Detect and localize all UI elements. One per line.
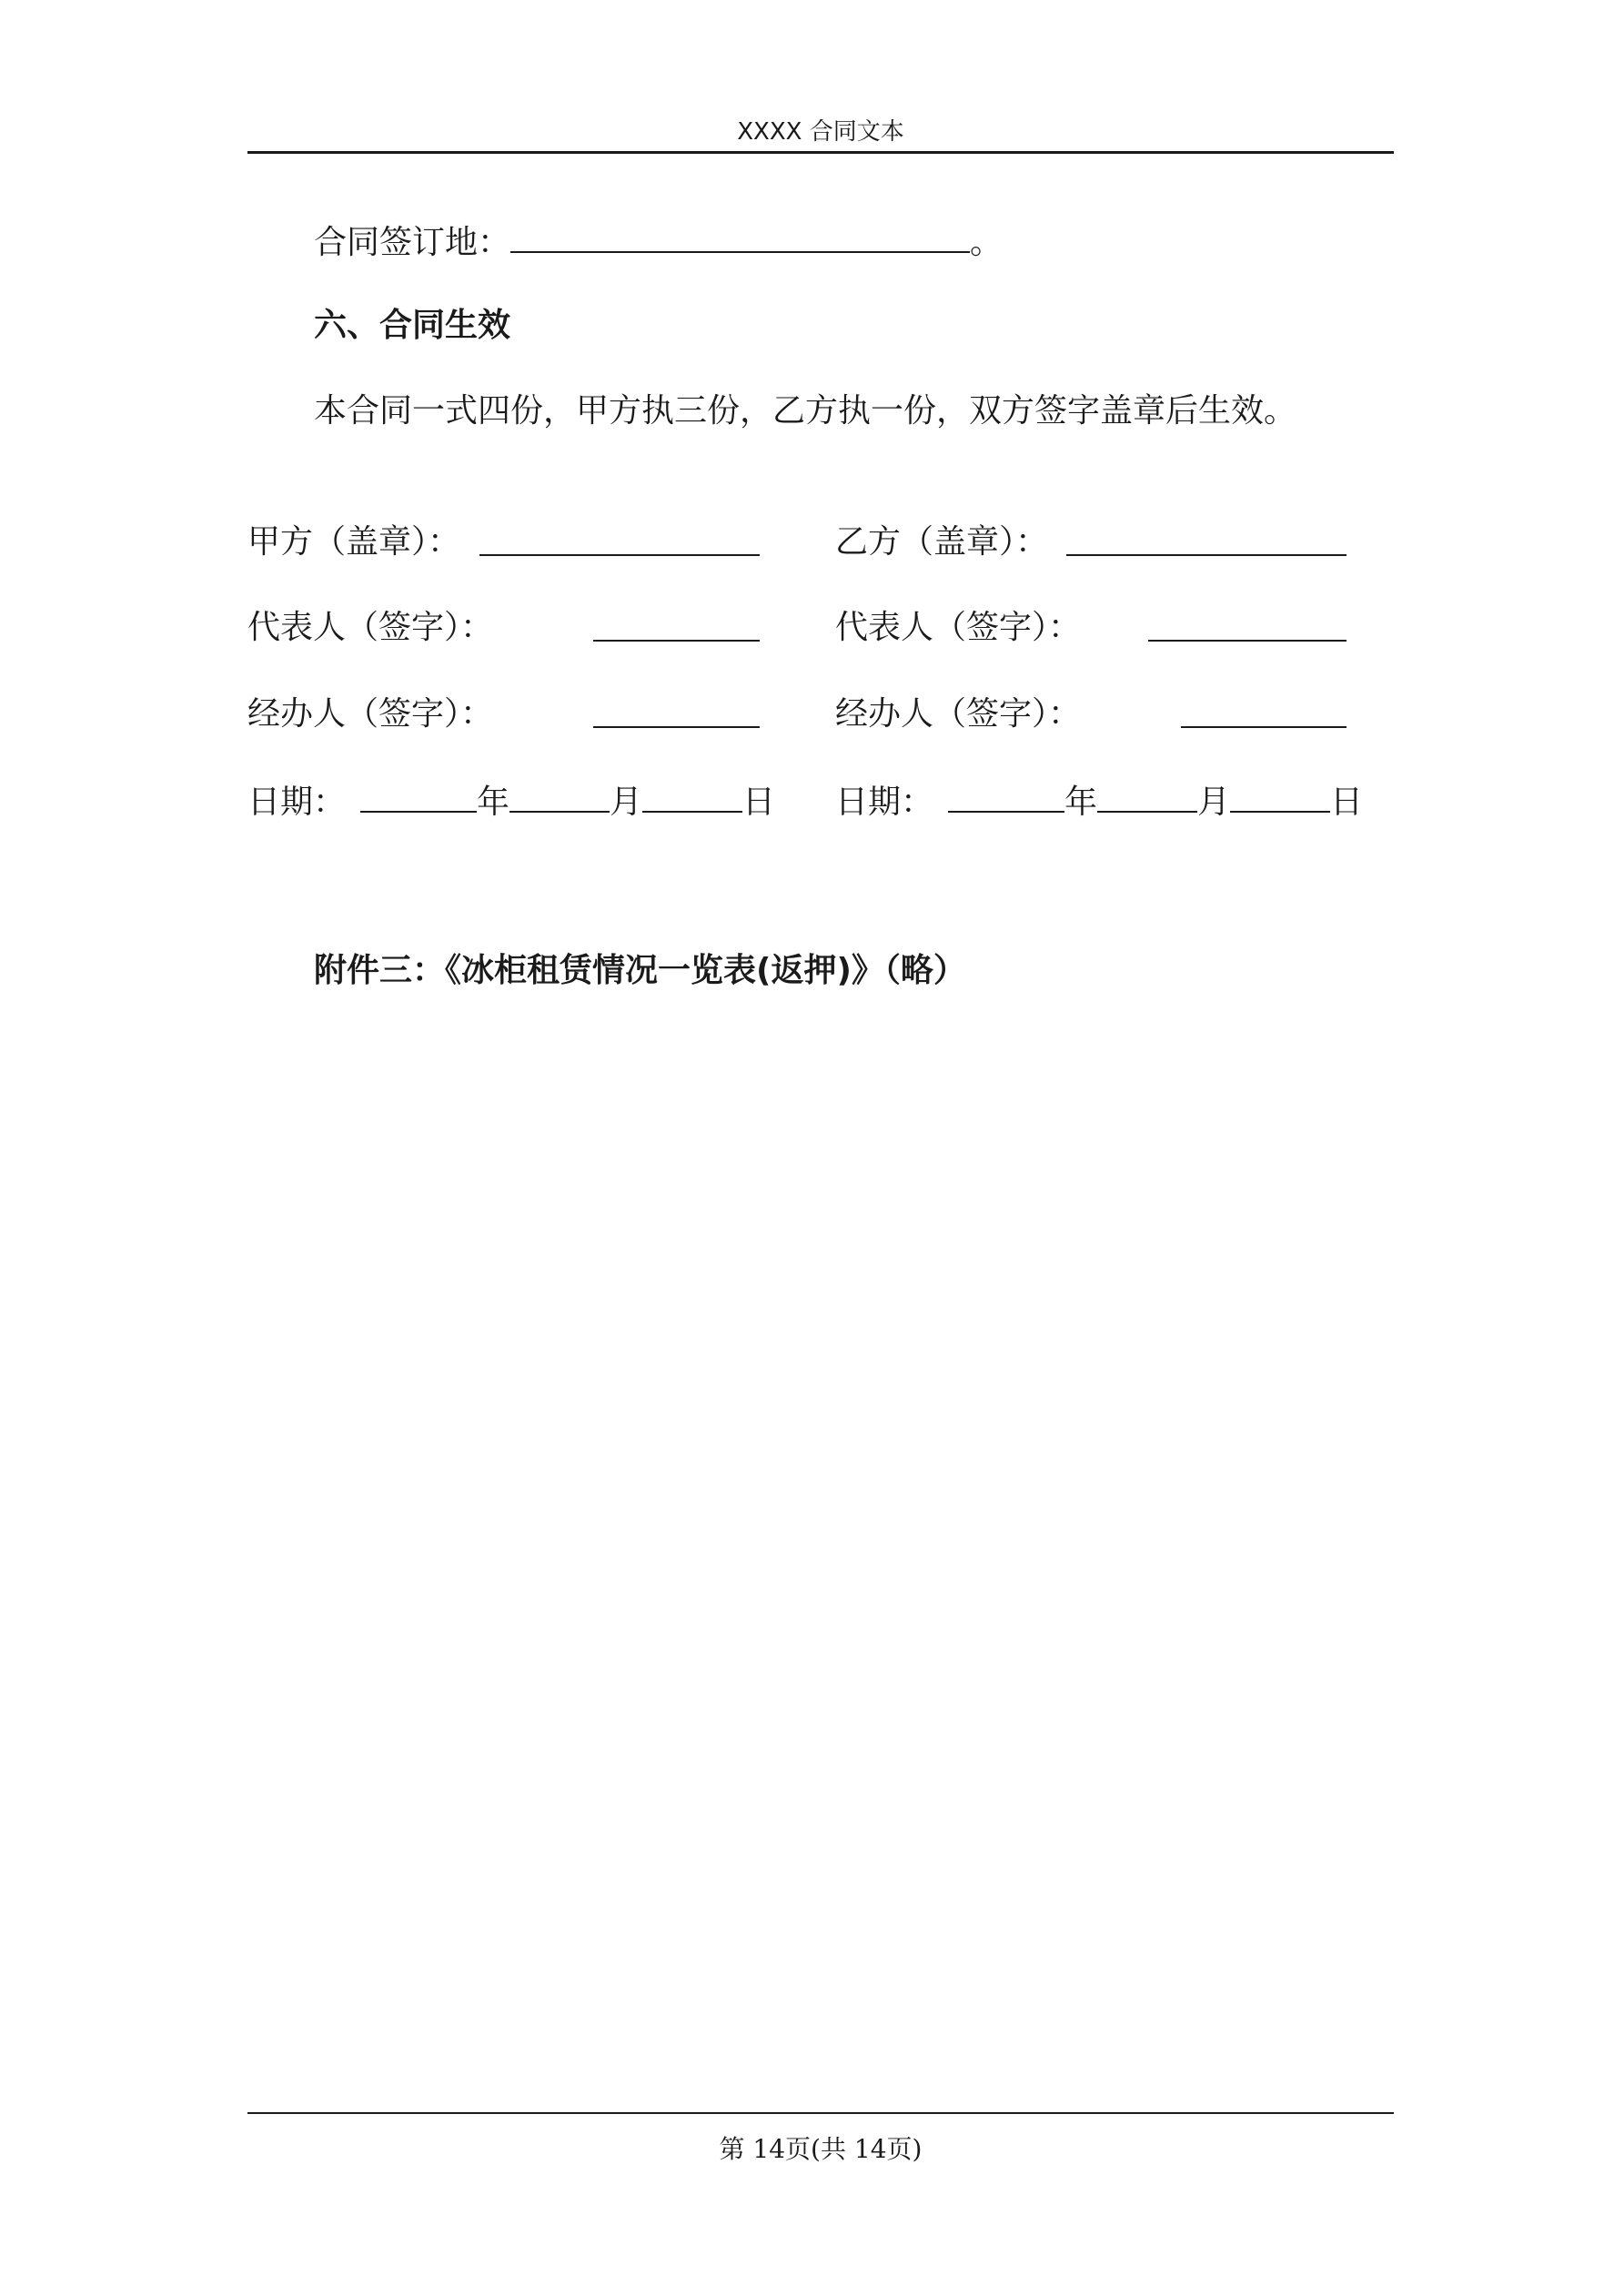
party-b-year-label: 年 [1064, 784, 1098, 821]
party-a-agent-line [593, 726, 760, 728]
page-number: 第 14页(共 14页) [719, 2134, 923, 2164]
party-b-day-label: 日 [1330, 784, 1364, 821]
party-b-seal-label: 乙方（盖章）： [835, 523, 1049, 561]
party-b-date-label: 日期： [835, 784, 934, 821]
party-a-year-label: 年 [477, 784, 510, 821]
party-a-rep-line [593, 640, 760, 642]
footer-divider [247, 2112, 1394, 2114]
party-a-month-label: 月 [610, 784, 643, 821]
party-a-date-row [247, 778, 775, 824]
party-b-rep-line [1148, 640, 1347, 642]
section-6-heading: 六、合同生效 [314, 307, 511, 344]
party-a-seal-line [479, 554, 760, 556]
header-divider [247, 151, 1394, 154]
party-a-agent-label: 经办人（签字）： [247, 695, 494, 733]
attachment-title: 附件三：《冰柜租赁情况一览表(返押)》（略） [314, 952, 966, 989]
party-a-rep-label: 代表人（签字）： [247, 609, 494, 646]
party-a-day-blank [642, 778, 742, 813]
party-a-day-label: 日 [742, 784, 776, 821]
party-b-day-blank [1230, 778, 1330, 813]
party-b-agent-line [1181, 726, 1347, 728]
party-b-year-blank [948, 778, 1064, 813]
party-b-month-label: 月 [1197, 784, 1231, 821]
party-b-agent-label: 经办人（签字）： [835, 695, 1082, 733]
signing-place-label: 合同签订地： [314, 224, 511, 261]
party-b-month-blank [1097, 778, 1197, 813]
section-6-body: 本合同一式四份，甲方执三份，乙方执一份，双方签字盖章后生效。 [314, 392, 1297, 430]
party-b-date-row [835, 778, 1363, 824]
signing-place-line [314, 218, 1003, 265]
party-a-year-blank [360, 778, 477, 813]
party-a-month-blank [509, 778, 610, 813]
page-header-title: XXXX 合同文本 [737, 118, 904, 146]
party-b-seal-line [1066, 554, 1347, 556]
party-a-seal-label: 甲方（盖章）： [247, 523, 461, 561]
party-b-rep-label: 代表人（签字）： [835, 609, 1082, 646]
signing-place-blank [510, 218, 970, 253]
signing-place-end: 。 [970, 224, 1004, 261]
party-a-date-label: 日期： [247, 784, 347, 821]
